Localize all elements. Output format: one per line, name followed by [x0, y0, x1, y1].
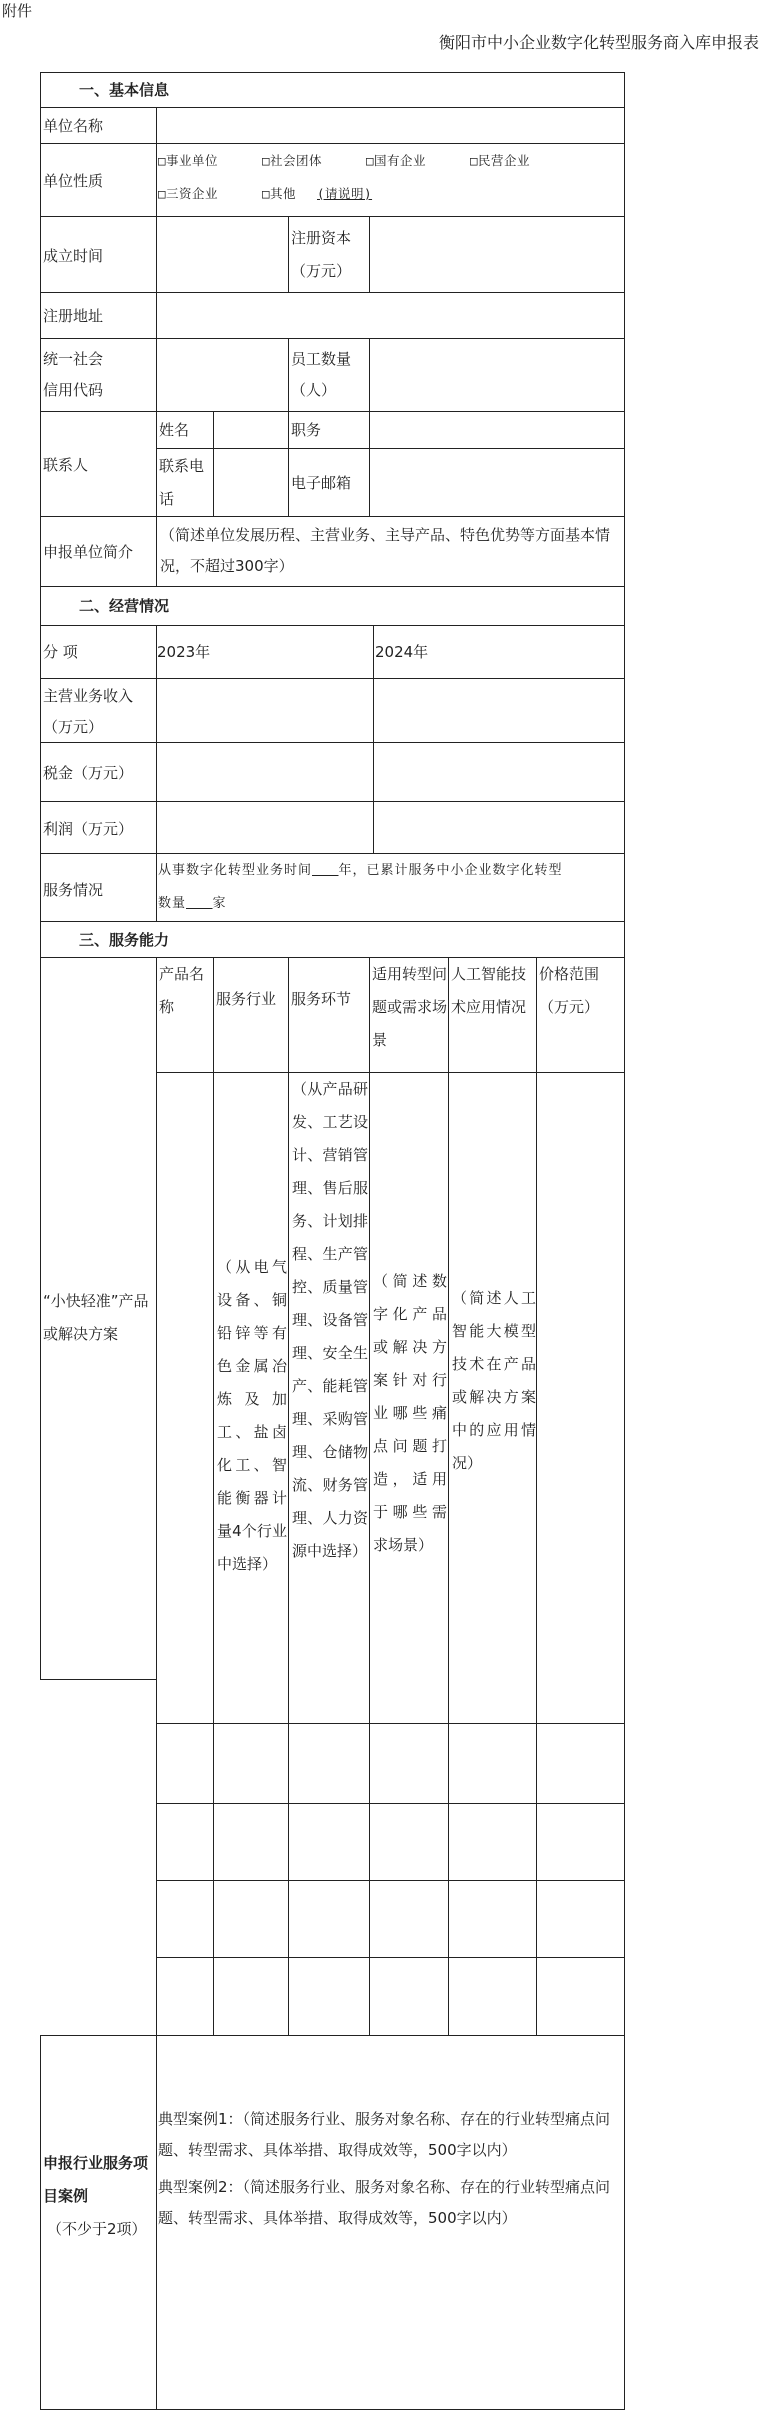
scenario-field-2[interactable] [369, 1723, 449, 1804]
header-scenario [369, 957, 449, 1073]
tax-label: 税金（万元） [43, 764, 134, 782]
cases-label-line1: 申报行业服务项 [43, 2154, 149, 2172]
service-industry-field-4[interactable] [213, 1880, 289, 1958]
intro-field[interactable] [156, 516, 625, 587]
revenue-label-cell [40, 678, 157, 743]
header-service-segment [288, 957, 370, 1073]
price-range-field-4[interactable] [536, 1880, 625, 1958]
other-explain-note: (请说明) [317, 186, 373, 201]
scenario-field-1[interactable] [369, 1072, 449, 1724]
ai-application-field-4[interactable] [448, 1880, 537, 1958]
ai-application-field-1[interactable] [448, 1072, 537, 1724]
employees-label-cell [288, 338, 370, 412]
checkbox-private-enterprise[interactable]: □民营企业 [470, 153, 531, 168]
header-service-industry-text: 服务行业 [216, 990, 277, 1008]
header-product-name [156, 957, 214, 1073]
header-scenario-text: 适用转型问题或需求场景 [372, 965, 448, 1049]
attachment-label: 附件 [2, 2, 33, 20]
service-label: 服务情况 [43, 881, 104, 899]
segment-hint: （从产品研发、工艺设计、营销管理、售后服务、计划排程、生产管控、质量管理、设备管理、安全生产、能耗管理、采购管理、仓储物流、财务管理、人力资源中选择） [292, 1080, 368, 1560]
checkbox-state-owned[interactable]: □国有企业 [366, 153, 427, 168]
unit-nature-label: 单位性质 [43, 172, 104, 190]
header-product-name-text: 产品名称 [159, 965, 205, 1016]
ai-hint: （简述人工智能大模型技术在产品或解决方案中的应用情况） [452, 1289, 536, 1472]
established-label: 成立时间 [43, 247, 104, 265]
checkbox-public-institution[interactable]: □事业单位 [158, 153, 219, 168]
scenario-hint: （简述数字化产品或解决方案针对行业哪些痛点问题打造，适用于哪些需求场景） [373, 1272, 447, 1554]
section-header-capability [40, 921, 625, 958]
registered-address-label-cell [40, 292, 157, 339]
section-header-operations [40, 586, 625, 626]
registered-address-label: 注册地址 [43, 307, 104, 325]
section-title-capability: 三、服务能力 [79, 931, 170, 949]
service-text-count: 数量 [158, 896, 187, 911]
service-industry-field-2[interactable] [213, 1723, 289, 1804]
phone-field[interactable] [213, 448, 289, 517]
name-label-cell [156, 411, 214, 449]
revenue-2023-field[interactable] [156, 678, 374, 743]
tax-label-cell [40, 742, 157, 802]
contact-label-cell [40, 411, 157, 517]
price-range-field-1[interactable] [536, 1072, 625, 1724]
ai-application-field-2[interactable] [448, 1723, 537, 1804]
name-label: 姓名 [159, 421, 190, 439]
contact-label: 联系人 [43, 456, 89, 474]
credit-code-label-line1: 统一社会 [43, 350, 104, 368]
employees-unit: （人） [291, 381, 337, 399]
unit-name-field[interactable] [156, 107, 625, 144]
intro-label: 申报单位简介 [43, 543, 134, 561]
cases-label-line2: 目案例 [43, 2187, 89, 2205]
service-industry-field-1[interactable] [213, 1072, 289, 1724]
scenario-field-4[interactable] [369, 1880, 449, 1958]
registered-capital-label-cell [288, 216, 370, 293]
service-text-duration: 从事数字化转型业务时间 [158, 863, 313, 878]
unit-name-label: 单位名称 [43, 117, 104, 135]
service-text-line1 [158, 854, 563, 888]
item-label-cell [40, 625, 157, 679]
service-segment-field-2[interactable] [288, 1723, 370, 1804]
unit-nature-options [156, 143, 625, 217]
year-2023-header [156, 625, 374, 679]
product-name-field-3[interactable] [156, 1803, 214, 1881]
year-2023-label: 2023年 [157, 643, 211, 661]
product-name-field-5[interactable] [156, 1957, 214, 2036]
year-2024-header [373, 625, 625, 679]
phone-label-line1: 联系电 [159, 457, 205, 475]
email-field[interactable] [369, 448, 625, 517]
profit-2023-field[interactable] [156, 801, 374, 854]
header-price-range-text: 价格范围（万元） [539, 965, 600, 1016]
service-segment-field-1[interactable] [288, 1072, 370, 1724]
service-text-unit: 家 [212, 896, 227, 911]
section-title-operations: 二、经营情况 [79, 597, 170, 615]
position-field[interactable] [369, 411, 625, 449]
service-industry-field-5[interactable] [213, 1957, 289, 2036]
position-label-cell [288, 411, 370, 449]
year-2024-label: 2024年 [375, 643, 429, 661]
credit-code-label-line2: 信用代码 [43, 381, 104, 399]
phone-label-cell [156, 448, 214, 517]
price-range-field-5[interactable] [536, 1957, 625, 2036]
registered-capital-label: 注册资本 [291, 229, 352, 247]
price-range-field-2[interactable] [536, 1723, 625, 1804]
case-1-hint: 典型案例1：（简述服务行业、服务对象名称、存在的行业转型痛点问题、转型需求、具体举措、取得成效等，500字以内） [158, 2110, 611, 2159]
service-text-served: 年，已累计服务中小企业数字化转型 [338, 863, 563, 878]
product-name-field-2[interactable] [156, 1723, 214, 1804]
service-industry-field-3[interactable] [213, 1803, 289, 1881]
service-segment-field-3[interactable] [288, 1803, 370, 1881]
header-service-segment-text: 服务环节 [291, 990, 352, 1008]
form-title: 衡阳市中小企业数字化转型服务商入库申报表 [438, 33, 759, 52]
registered-capital-unit: （万元） [291, 262, 352, 280]
ai-application-field-3[interactable] [448, 1803, 537, 1881]
industry-hint: （从电气设备、铜铅锌等有色金属冶炼及加工、盐卤化工、智能衡器计量4个行业中选择） [217, 1258, 287, 1573]
established-label-cell [40, 216, 157, 293]
service-field[interactable] [156, 853, 625, 922]
tax-2023-field[interactable] [156, 742, 374, 802]
header-ai-application [448, 957, 537, 1073]
service-segment-field-5[interactable] [288, 1957, 370, 2036]
item-label: 分 项 [43, 643, 78, 661]
email-label-cell [288, 448, 370, 517]
price-range-field-3[interactable] [536, 1803, 625, 1881]
ai-application-field-5[interactable] [448, 1957, 537, 2036]
employees-label: 员工数量 [291, 350, 352, 368]
email-label: 电子邮箱 [291, 474, 352, 492]
service-segment-field-4[interactable] [288, 1880, 370, 1958]
credit-code-field[interactable] [156, 338, 289, 412]
service-text-line2 [158, 887, 227, 921]
header-service-industry [213, 957, 289, 1073]
tax-2024-field[interactable] [373, 742, 625, 802]
cases-min-note: （不少于2项） [47, 2220, 147, 2238]
established-field[interactable] [156, 216, 289, 293]
product-name-field-1[interactable] [156, 1072, 214, 1724]
unit-name-label-cell [40, 107, 157, 144]
intro-label-cell [40, 516, 157, 587]
revenue-label: 主营业务收入 [43, 687, 134, 705]
credit-code-label-cell [40, 338, 157, 412]
section-title-basic: 一、基本信息 [79, 81, 170, 99]
header-price-range [536, 957, 625, 1073]
registered-address-field[interactable] [156, 292, 625, 339]
intro-hint: （简述单位发展历程、主营业务、主导产品、特色优势等方面基本情况，不超过300字） [160, 526, 611, 575]
cases-label-cell [40, 2035, 157, 2410]
product-label-cell [40, 957, 157, 1680]
profit-2024-field[interactable] [373, 801, 625, 854]
revenue-2024-field[interactable] [373, 678, 625, 743]
checkbox-foreign-funded[interactable]: □三资企业 [158, 186, 219, 201]
employees-field[interactable] [369, 338, 625, 412]
registered-capital-field[interactable] [369, 216, 625, 293]
section-header-basic [40, 72, 625, 108]
checkbox-other[interactable]: □其他 [262, 186, 297, 201]
revenue-unit: （万元） [43, 718, 104, 736]
phone-label-line2: 话 [159, 490, 175, 508]
application-form-table [40, 72, 625, 2410]
case-2-hint: 典型案例2：（简述服务行业、服务对象名称、存在的行业转型痛点问题、转型需求、具体举措、取得成效等，500字以内） [158, 2178, 611, 2227]
checkbox-social-organization[interactable]: □社会团体 [262, 153, 323, 168]
profit-label: 利润（万元） [43, 820, 134, 838]
unit-nature-label-cell [40, 143, 157, 217]
name-field[interactable] [213, 411, 289, 449]
profit-label-cell [40, 801, 157, 854]
position-label: 职务 [291, 421, 322, 439]
scenario-field-5[interactable] [369, 1957, 449, 2036]
product-label: “小快轻准”产品或解决方案 [43, 1292, 149, 1343]
product-name-field-4[interactable] [156, 1880, 214, 1958]
cases-field[interactable] [156, 2035, 625, 2410]
scenario-field-3[interactable] [369, 1803, 449, 1881]
header-ai-application-text: 人工智能技术应用情况 [451, 965, 527, 1016]
service-label-cell [40, 853, 157, 922]
